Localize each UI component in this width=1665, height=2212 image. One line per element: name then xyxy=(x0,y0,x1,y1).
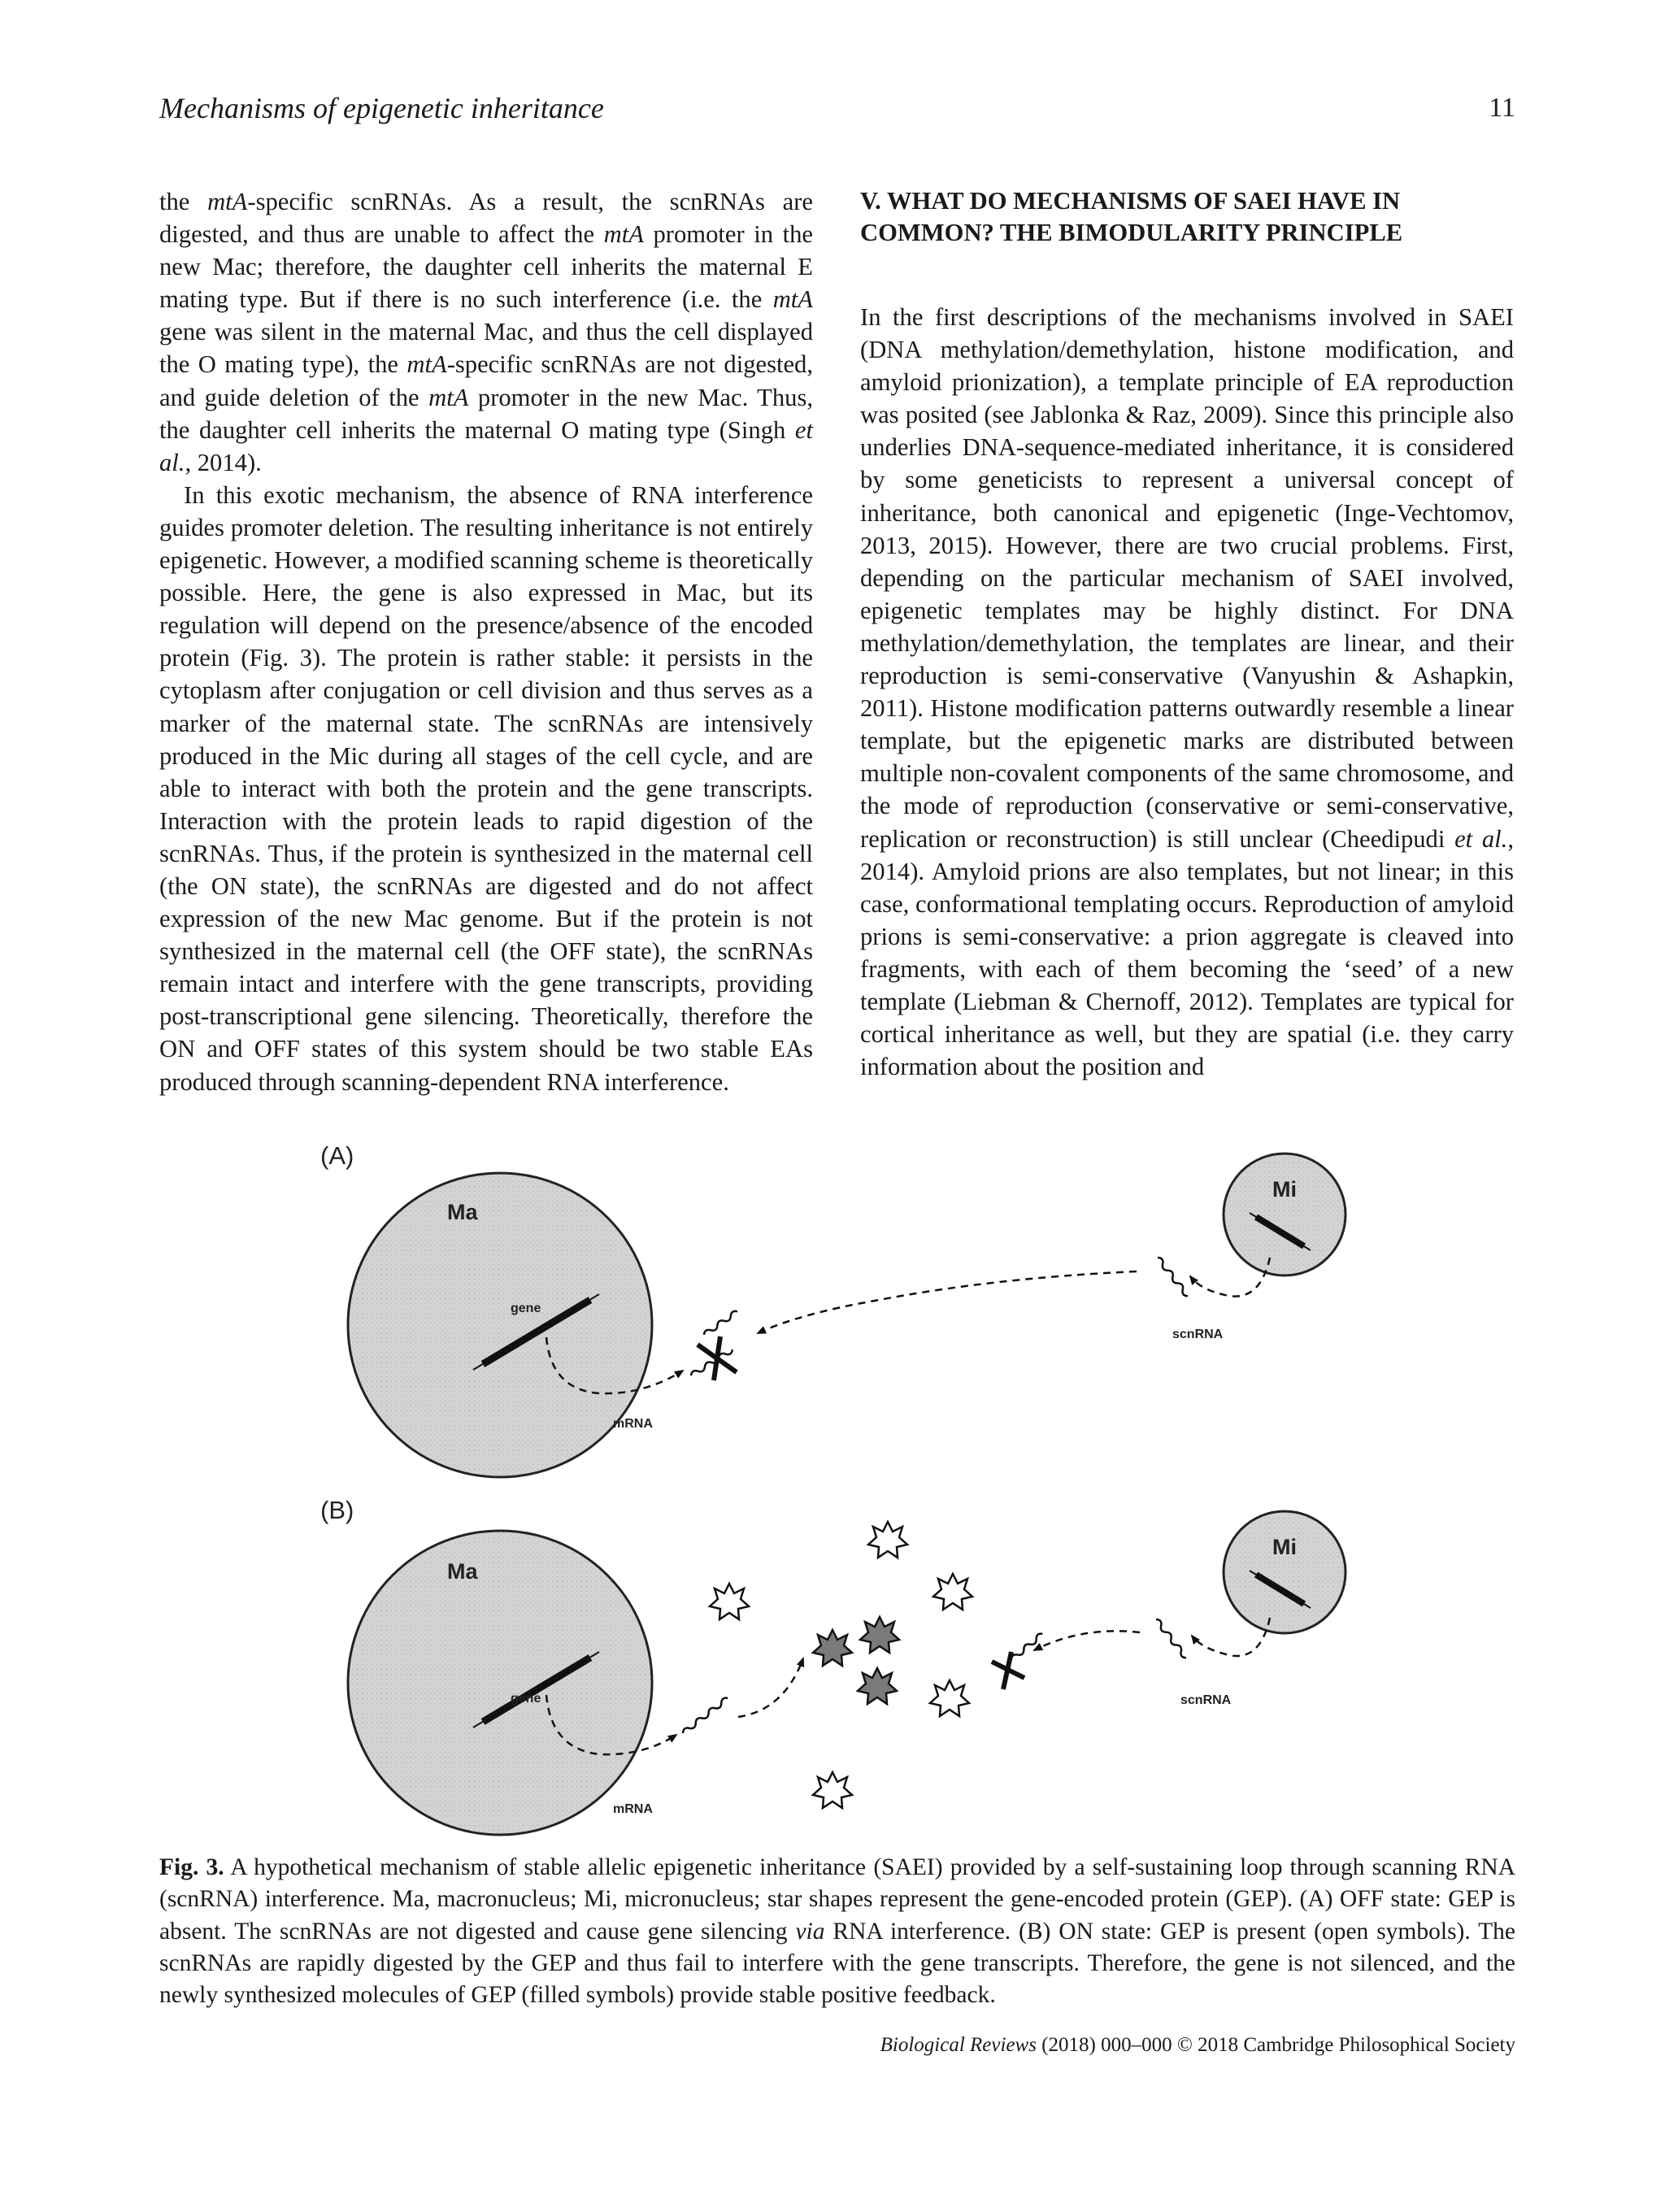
panel-a-scnrna-arrow xyxy=(758,1271,1137,1333)
panel-a-scnrna-wave xyxy=(1156,1256,1190,1297)
panel-b-ma-label: Ma xyxy=(447,1559,478,1584)
left-paragraph-2: In this exotic mechanism, the absence of RNA interference guides promoter deletion. The resulting inheritance is not entirely epigenetic. However, a modified scanning scheme is theoretically possible. Here, the gene is also expressed in Mac, but its regulation will depend on the presence/absence of the encoded protein (Fig. 3). The protein is rather stable: it persists in the cytoplasm after conjugation or cell division and thus serves as a marker of the maternal state. The scnRNAs are intensively produced in the Mic during all stages of the cell cycle, and are able to interact with both the protein and the gene transcripts. Interaction with the protein leads to rapid digestion of the scnRNAs. Thus, if the protein is synthesized in the maternal cell (the ON state), the scnRNAs are digested and do not affect expression of the new Mac genome. But if the protein is not synthesized in the maternal cell (the OFF state), the scnRNAs remain intact and interfere with the gene transcripts, providing post-transcriptional gene silencing. Theoretically, therefore the ON and OFF states of this system should be two stable EAs produced through scanning-dependent RNA interference. xyxy=(159,480,813,1096)
panel-a-scnrna-label: scnRNA xyxy=(1172,1328,1224,1341)
panel-b-gene-label: gene xyxy=(511,1692,541,1706)
gep-open-star xyxy=(868,1522,907,1558)
panel-b-macronucleus xyxy=(348,1531,652,1835)
running-title: Mechanisms of epigenetic inheritance xyxy=(159,92,604,124)
panel-a-ma-label: Ma xyxy=(447,1200,478,1224)
footer-citation: (2018) 000–000 © 2018 Cambridge Philosophical Society xyxy=(1036,2034,1515,2056)
panel-a-scnrna-wave-bound xyxy=(702,1310,738,1337)
panel-b-mi-label: Mi xyxy=(1272,1535,1297,1559)
gep-open-star xyxy=(813,1772,852,1808)
panel-a-block-x-2 xyxy=(714,1336,720,1380)
panel-b-scnrna-label: scnRNA xyxy=(1180,1693,1232,1707)
figure-3 xyxy=(302,1132,1366,1839)
gep-filled-star xyxy=(858,1668,897,1704)
left-paragraph-1: the mtA-specific scnRNAs. As a result, the scnRNAs are digested, and thus are unable to affect the mtA promoter in the new Mac; therefore, the daughter cell inherits the maternal E mating type. But if there is no such interference (i.e. the mtA gene was silent in the maternal Mac, and thus the cell displayed the O mating type), the mtA-specific scnRNAs are not digested, and guide deletion of the mtA promoter in the new Mac. Thus, the daughter cell inherits the maternal O mating type (Singh et al., 2014). xyxy=(159,188,814,476)
gep-open-star xyxy=(710,1584,749,1619)
panel-a-label: (A) xyxy=(320,1141,354,1170)
right-column xyxy=(860,185,1514,1083)
section-heading: V. WHAT DO MECHANISMS OF SAEI HAVE IN COMMON? THE BIMODULARITY PRINCIPLE xyxy=(860,187,1403,246)
left-column xyxy=(159,185,813,1098)
panel-b-scnrna-arrow xyxy=(1034,1631,1140,1650)
panel-a-mi-label: Mi xyxy=(1272,1177,1297,1202)
figure-caption: Fig. 3. A hypothetical mechanism of stable allelic epigenetic inheritance (SAEI) provided by a self-sustaining loop through scanning RNA (scnRNA) interference. Ma, macronucleus; Mi, micronucleus; star shapes represent the gene-encoded protein (GEP). (A) OFF state: GEP is absent. The scnRNAs are not digested and cause gene silencing via RNA interference. (B) ON state: GEP is present (open symbols). The scnRNAs are rapidly digested by the GEP and thus fail to interfere with the gene transcripts. Therefore, the gene is not silenced, and the newly synthesized molecules of GEP (filled symbols) provide stable positive feedback. xyxy=(159,1854,1515,2009)
gep-filled-star xyxy=(813,1630,852,1666)
panel-a-mrna-label: mRNA xyxy=(613,1417,653,1431)
panel-b-feedback-arrow xyxy=(738,1658,803,1717)
panel-b-mrna-label: mRNA xyxy=(613,1802,653,1816)
panel-b-label: (B) xyxy=(320,1496,354,1524)
panel-b-scnrna-wave xyxy=(1154,1618,1189,1659)
gep-filled-star xyxy=(860,1617,899,1653)
page-footer xyxy=(880,2034,1515,2057)
gep-open-star xyxy=(930,1680,969,1716)
page-number: 11 xyxy=(1489,93,1515,123)
footer-journal: Biological Reviews xyxy=(880,2034,1037,2056)
panel-b-scnrna-wave-bound xyxy=(1010,1632,1044,1662)
panel-a-micronucleus xyxy=(1224,1154,1345,1275)
panel-a-macronucleus xyxy=(348,1173,652,1477)
panel-b-micronucleus xyxy=(1224,1511,1345,1633)
caption-label: Fig. 3. xyxy=(159,1854,224,1880)
panel-a-gene-label: gene xyxy=(511,1302,541,1315)
gep-open-star xyxy=(933,1574,972,1610)
right-paragraph-1: In the first descriptions of the mechanisms involved in SAEI (DNA methylation/demethylation, histone modification, and amyloid prionization), a template principle of EA reproduction was posited (see Jablonka & Raz, 2009). Since this principle also underlies DNA-sequence-mediated inheritance, it is considered by some geneticists to represent a universal concept of inheritance, both canonical and epigenetic (Inge-Vechtomov, 2013, 2015). However, there are two crucial problems. First, depending on the particular mechanism of SAEI involved, epigenetic templates may be highly distinct. For DNA methylation/demethylation, the templates are linear, and their reproduction is semi-conservative (Vanyushin & Ashapkin, 2011). Histone modification patterns outwardly resemble a linear template, but the epigenetic marks are distributed between multiple non-covalent components of the same chromosome, and the mode of reproduction (conservative or semi-conservative, replication or reconstruction) is still unclear (Cheedipudi et al., 2014). Amyloid prions are also templates, but not linear; in this case, conformational templating occurs. Reproduction of amyloid prions is semi-conservative: a prion aggregate is cleaved into fragments, with each of them becoming the ‘seed’ of a new template (Liebman & Chernoff, 2012). Templates are typical for cortical inheritance as well, but they are spatial (i.e. they carry information about the position and xyxy=(860,303,1514,1081)
panel-b-mrna-wave xyxy=(681,1697,729,1736)
